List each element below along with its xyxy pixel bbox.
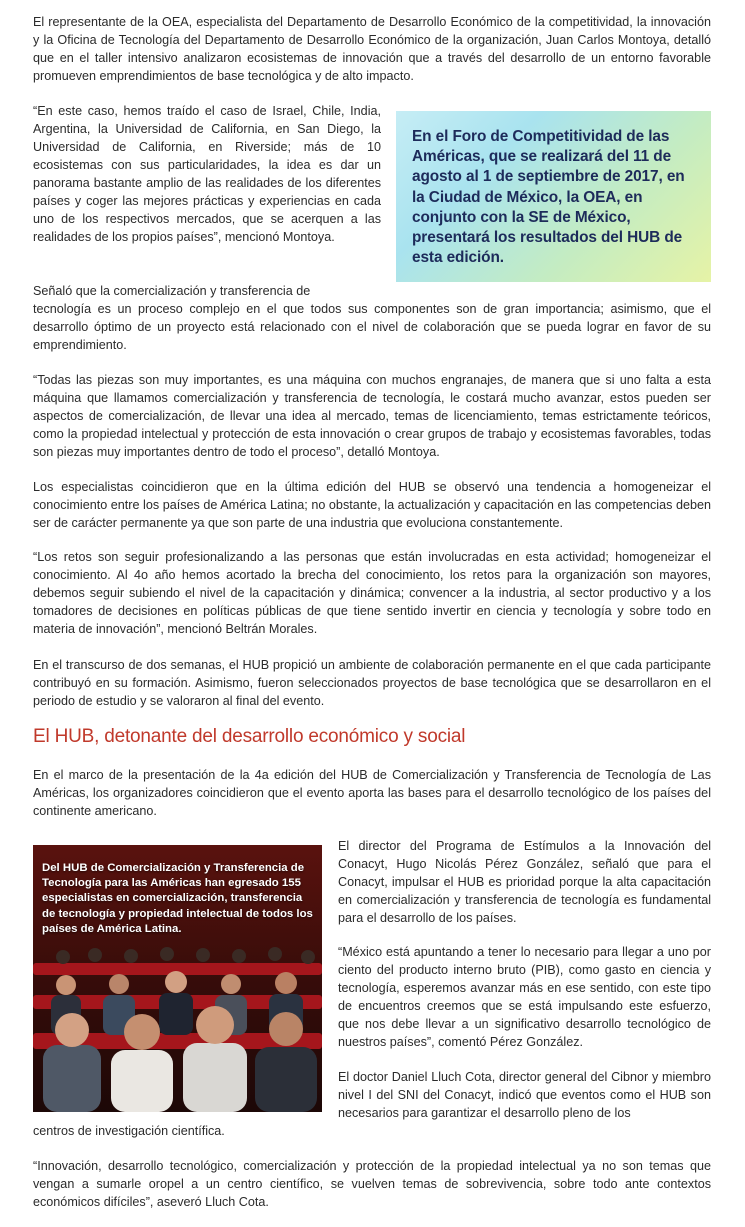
callout-text: En el Foro de Competitividad de las Américas, que se realizará del 11 de agosto al 1 de septiembre de 2017, en la Ciudad de México, la OEA, en conjunto con la SE de México, presentará los resultados del HUB de esta edición. [412,128,685,267]
paragraph-12: “Innovación, desarrollo tecnológico, comercialización y protección de la propiedad intelectual ya no son temas que vengan a sumarle oropel a un centro científico, se vuelven temas de sobrevivencia, sobre todo ante contextos económicos difíciles”, aseveró Lluch Cota. [33,1159,711,1209]
paragraph-1: El representante de la OEA, especialista del Departamento de Desarrollo Económico de la competitividad, la innovación y la Oficina de Tecnología del Departamento de Desarrollo Económico de la organización, Juan Carlos Montoya, detalló que en el taller intensivo analizaron ecosistemas de innovación que a través del desarrollo de un entorno favorable promueven emprendimientos de base tecnológica y de alto impacto. [33,15,711,83]
paragraph-5: Los especialistas coincidieron que en la última edición del HUB se observó una tendencia a homogeneizar el conocimiento entre los países de América Latina; no obstante, la actualización y capacitación en las competencias deben ser de carácter permanente ya que son parte de una industria que evoluciona constantemente. [33,480,711,530]
highlight-callout [396,111,711,282]
paragraph-11-start: El doctor Daniel Lluch Cota, director general del Cibnor y miembro nivel I del SNI del Conacyt, indicó que eventos como el HUB son necesarios para garantizar el desarrollo pleno de los [338,1070,711,1120]
paragraph-7: En el transcurso de dos semanas, el HUB propició un ambiente de colaboración permanente en el que cada participante contribuyó en su formación. Asimismo, fueron seleccionados proyectos de base tecnológica que se desarrollaron en el periodo de estudio y se valoraron al final del evento. [33,658,711,708]
paragraph-3-start: Señaló que la comercialización y transferencia de [33,284,311,298]
paragraph-10: “México está apuntando a tener lo necesario para llegar a uno por ciento del producto interno bruto (PIB), como gasto en ciencia y tecnología, esperemos avanzar más en ese sentido, con este tipo de encuentros creemos que se está impulsando este esfuerzo, que nos debe llevar a un significativo desarrollo tecnológico de nuestros países”, comentó Pérez González. [338,945,711,1049]
paragraph-6: “Los retos son seguir profesionalizando a las personas que están involucradas en esta actividad; homogeneizar el conocimiento. Al 4o año hemos acortado la brecha del conocimiento, los retos para la organización son mayores, debemos seguir subiendo el nivel de la capacitación y dinámica; convencer a la industria, al sector productivo y a los tomadores de decisiones en políticas públicas de que tiene sentido invertir en ciencia y tecnología y sobre todo en materia de innovación”, mencionó Beltrán Morales. [33,550,711,636]
paragraph-3: tecnología es un proceso complejo en el que todos sus componentes son de gran importancia; asimismo, que el desarrollo óptimo de un proyecto está relacionado con el nivel de colaboración que se pueda lograr en favor de su emprendimiento. [33,302,711,352]
paragraph-8: En el marco de la presentación de la 4a edición del HUB de Comercialización y Transferencia de Tecnología de Las Américas, los organizadores coincidieron que el evento aporta las bases para el desarrollo tecnológico de los países del continente americano. [33,768,711,818]
paragraph-11-end: centros de investigación científica. [33,1124,225,1138]
photo-caption: Del HUB de Comercialización y Transferencia de Tecnología para las Américas han egresado 155 especialistas en comercialización, transferencia de tecnología y propiedad intelectual de todos los países de América Latina. [42,862,313,935]
paragraph-4: “Todas las piezas son muy importantes, es una máquina con muchos engranajes, de manera que si uno falta a esta máquina que llamamos comercialización y transferencia de tecnología, le costará mucho avanzar, estos pueden ser aspectos de comercialización, de llevar una idea al mercado, temas de licenciamiento, temas estrictamente teóricos, como la propiedad intelectual y protección de esta innovación o crear grupos de trabajo y ecosistemas favorables, todas son piezas muy importantes dentro de todo el proceso”, detalló Montoya. [33,373,711,459]
paragraph-9: El director del Programa de Estímulos a la Innovación del Conacyt, Hugo Nicolás Pérez González, señaló que para el Conacyt, impulsar el HUB es prioridad porque la alta capacitación en comercialización y transferencia de tecnología es fundamental para el desarrollo de los países. [338,839,711,925]
section-heading: El HUB, detonante del desarrollo económico y social [33,726,466,747]
audience-photo [33,845,322,1112]
paragraph-2: “En este caso, hemos traído el caso de Israel, Chile, India, Argentina, la Universidad de California, en San Diego, la Universidad de California, en Riverside; más de 10 ecosistemas con sus particularidades, la idea es dar un panorama bastante amplio de las realidades de los diferentes países y coger las mejores prácticas y experiencias en cada uno de los respectivos mercados, que se acerquen a las realidades de los propios países”, mencionó Montoya. [33,104,381,244]
